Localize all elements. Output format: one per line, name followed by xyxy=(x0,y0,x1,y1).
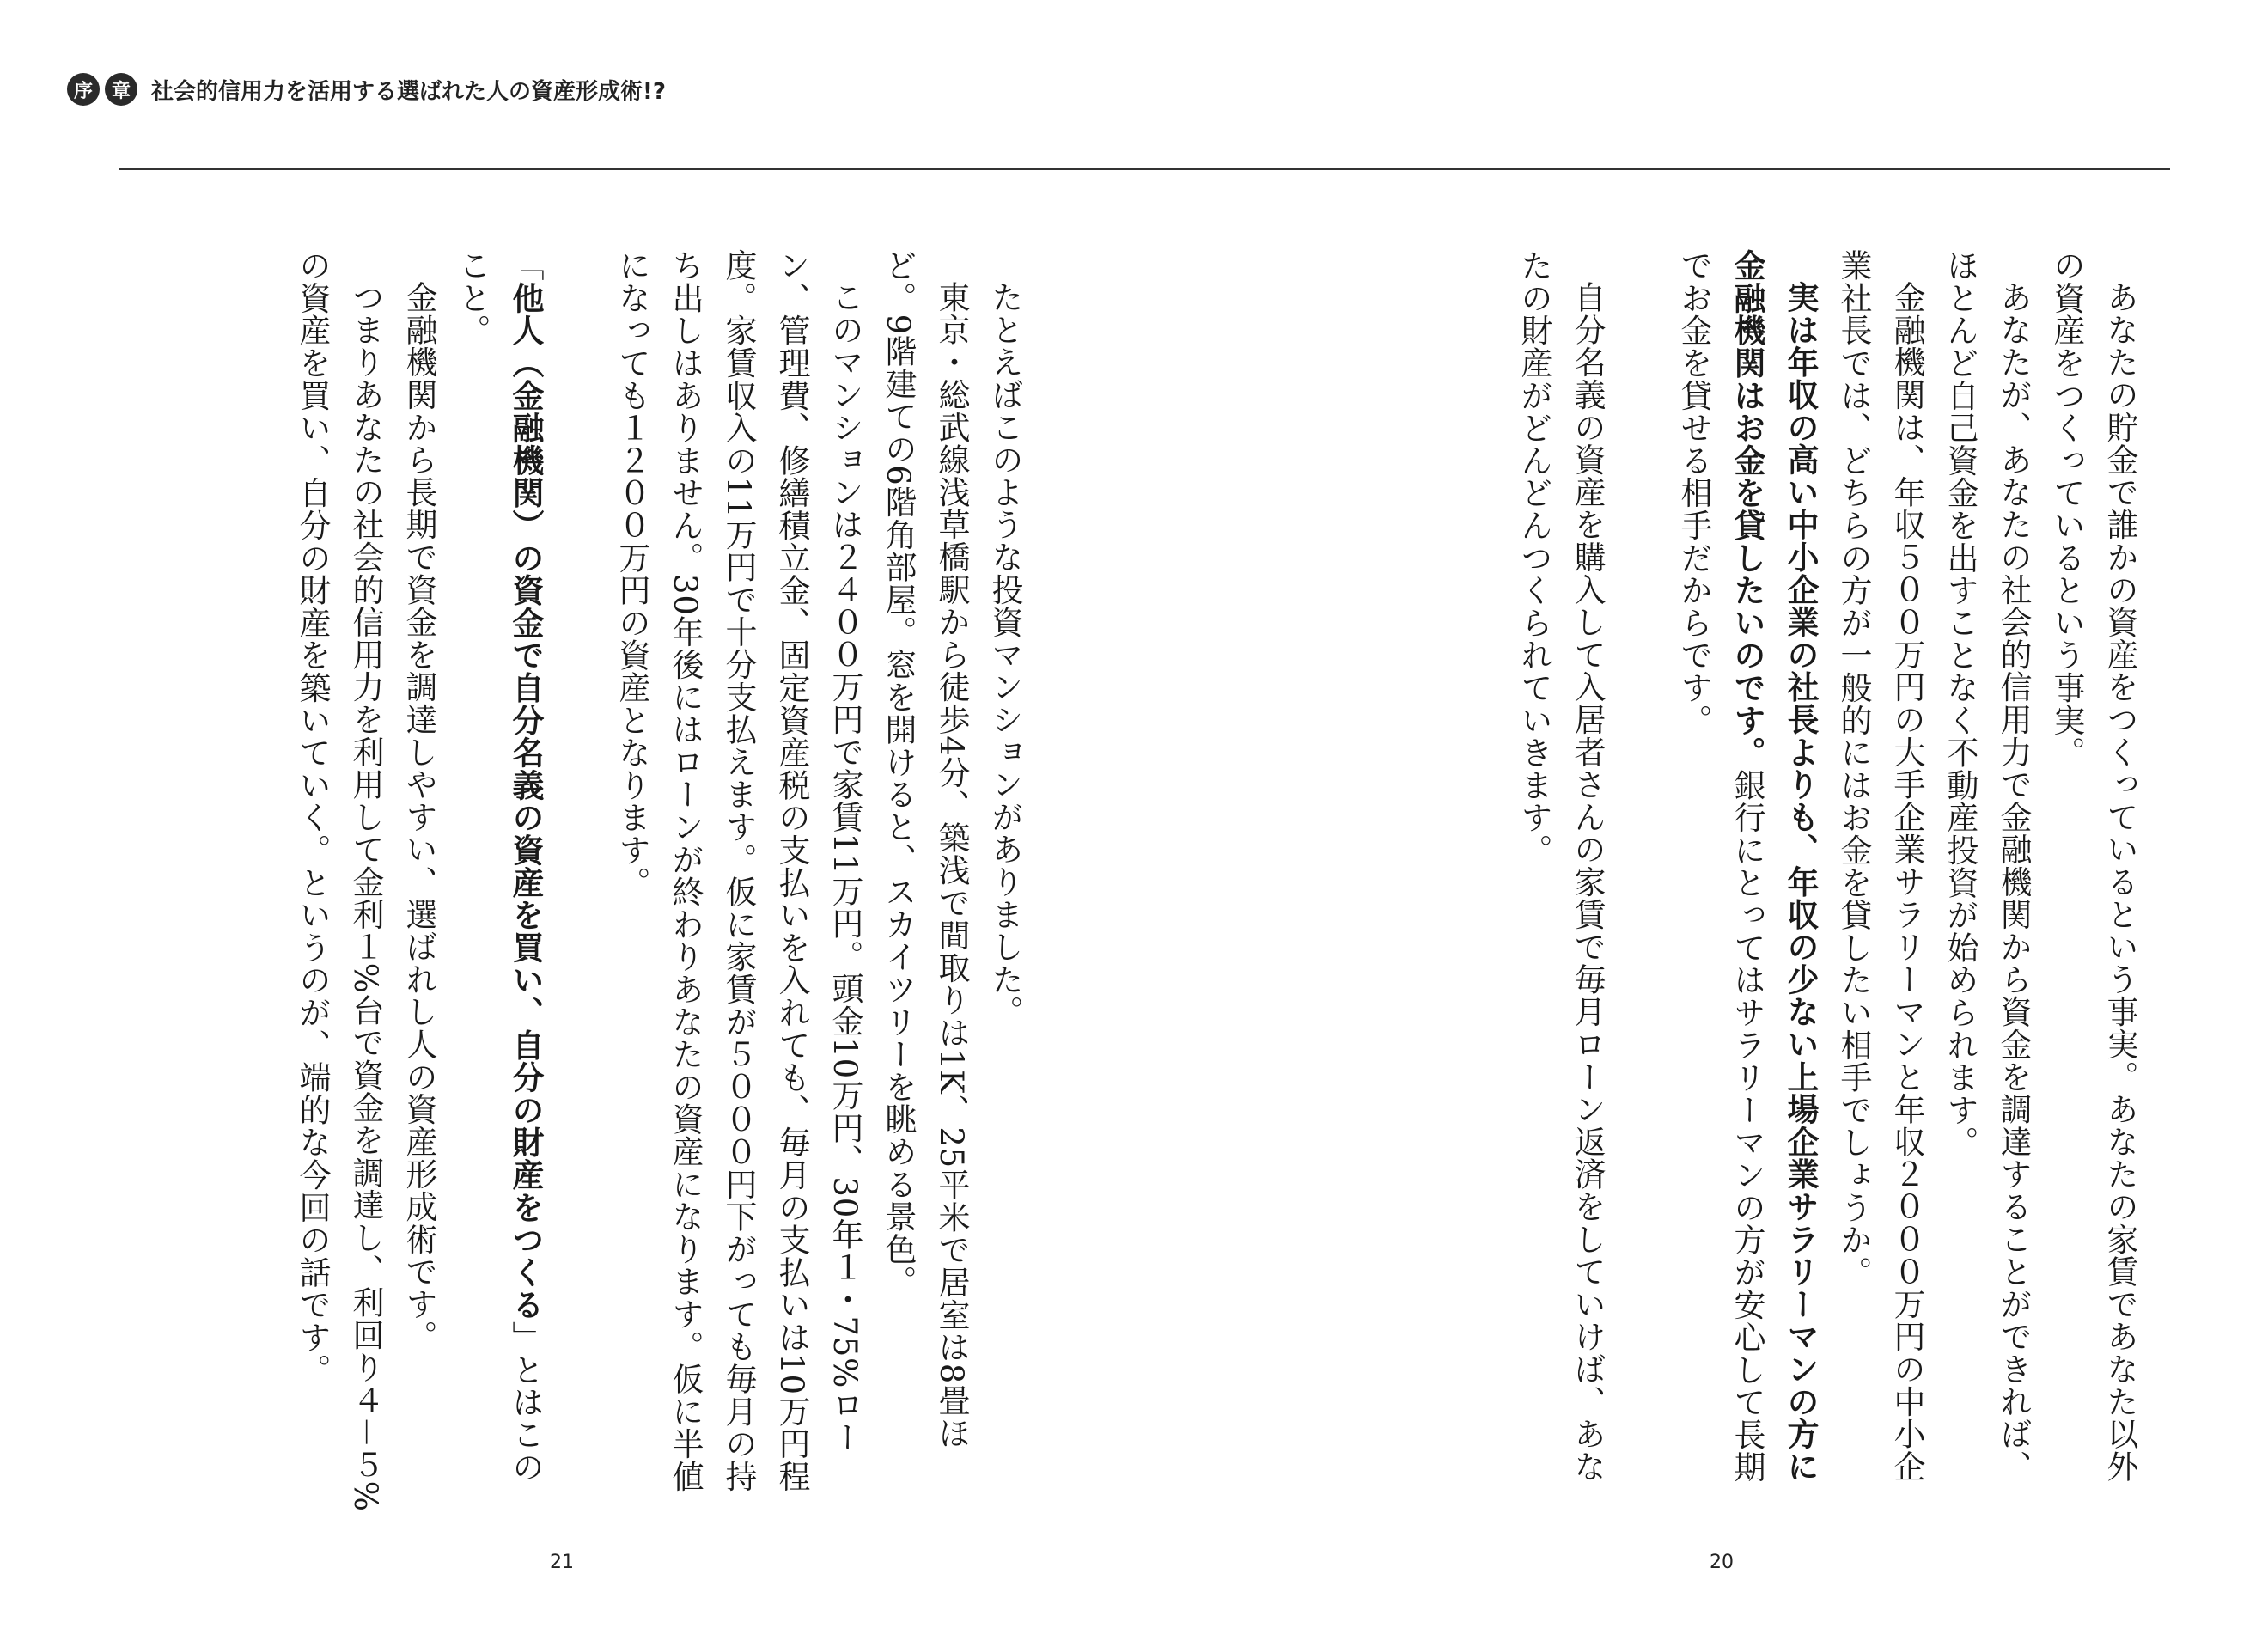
paragraph: つまりあなたの社会的信用力を利用して金利１%台で資金を調達し、利回り４－５%の資産を買い、自分の財産を築いていく。というのが、端的な今回の話です。 xyxy=(294,249,384,1512)
paragraph: 東京・総武線浅草橋駅から徒歩4分、築浅で間取りは1K、25平米で居室は8畳ほど。9階建ての6階角部屋。窓を開けると、スカイツリーを眺める景色。 xyxy=(880,249,970,1449)
paragraph: あなたが、あなたの社会的信用力で金融機関から資金を調達することができれば、ほとんど自己資金を出すことなく不動産投資が始められます。 xyxy=(1942,249,2032,1483)
chapter-header xyxy=(67,70,666,108)
paragraph: 自分名義の資産を購入して入居者さんの家賃で毎月ローン返済をしていけば、あなたの財産がどんどんつくられていきます。 xyxy=(1515,249,1606,1483)
spacer xyxy=(552,249,605,1512)
text: 」とはこのこと。 xyxy=(454,249,544,1484)
page-20-body xyxy=(1507,249,2146,1512)
text: 銀行にとってはサラリーマンの方が安心して長期でお金を貸せる相手だからです。 xyxy=(1675,249,1765,1484)
page-20 xyxy=(1314,249,2146,1538)
page-21 xyxy=(258,249,1031,1538)
paragraph: たとえばこのような投資マンションがありました。 xyxy=(986,281,1023,1028)
paragraph: 金融機関は、年収５００万円の大手企業サラリーマンと年収２０００万円の中小企業社長では、どちらの方が一般的にはお金を貸したい相手でしょうか。 xyxy=(1835,249,1925,1483)
header-rule xyxy=(119,168,2170,170)
bold-text: 他人（金融機関）の資金で自分名義の資産を買い、自分の財産をつくる xyxy=(507,281,544,1321)
spacer xyxy=(1613,249,1667,1512)
paragraph-emphasis xyxy=(1667,249,1826,1512)
chapter-badge-jo: 序 xyxy=(67,73,100,106)
paragraph-emphasis xyxy=(445,249,552,1512)
chapter-title: 社会的信用力を活用する選ばれた人の資産形成術!? xyxy=(151,78,666,105)
paragraph: 金融機関から長期で資金を調達しやすい、選ばれし人の資産形成術です。 xyxy=(400,281,437,1353)
paragraph: このマンションは２４００万円で家賃11万円。頭金10万円、30年１・75%ローン、管理費、修繕積立金、固定資産税の支払いを入れても、毎月の支払いは10万円程度。家賃収入の11万円で十分支払えます。仮に家賃が５０００円下がっても毎月の持ち出しはありません。30年後にはローンが終わりあなたの資産になります。仮に半値になっても１２００万円の資産となります。 xyxy=(613,249,863,1493)
bold-text: 実は年収の高い中小企業の社長よりも、年収の少ない上場企業サラリーマンの方に金融機関はお金を貸したいのです。 xyxy=(1728,249,1819,1483)
page-number-21: 21 xyxy=(550,1552,574,1573)
open-bracket: 「 xyxy=(507,249,544,282)
paragraph: あなたの貯金で誰かの資産をつくっているという事実。あなたの家賃であなた以外の資産をつくっているという事実。 xyxy=(2048,249,2138,1483)
page-number-20: 20 xyxy=(1710,1552,1734,1573)
chapter-badge-sho: 章 xyxy=(105,73,137,106)
page-21-body xyxy=(285,249,1031,1512)
